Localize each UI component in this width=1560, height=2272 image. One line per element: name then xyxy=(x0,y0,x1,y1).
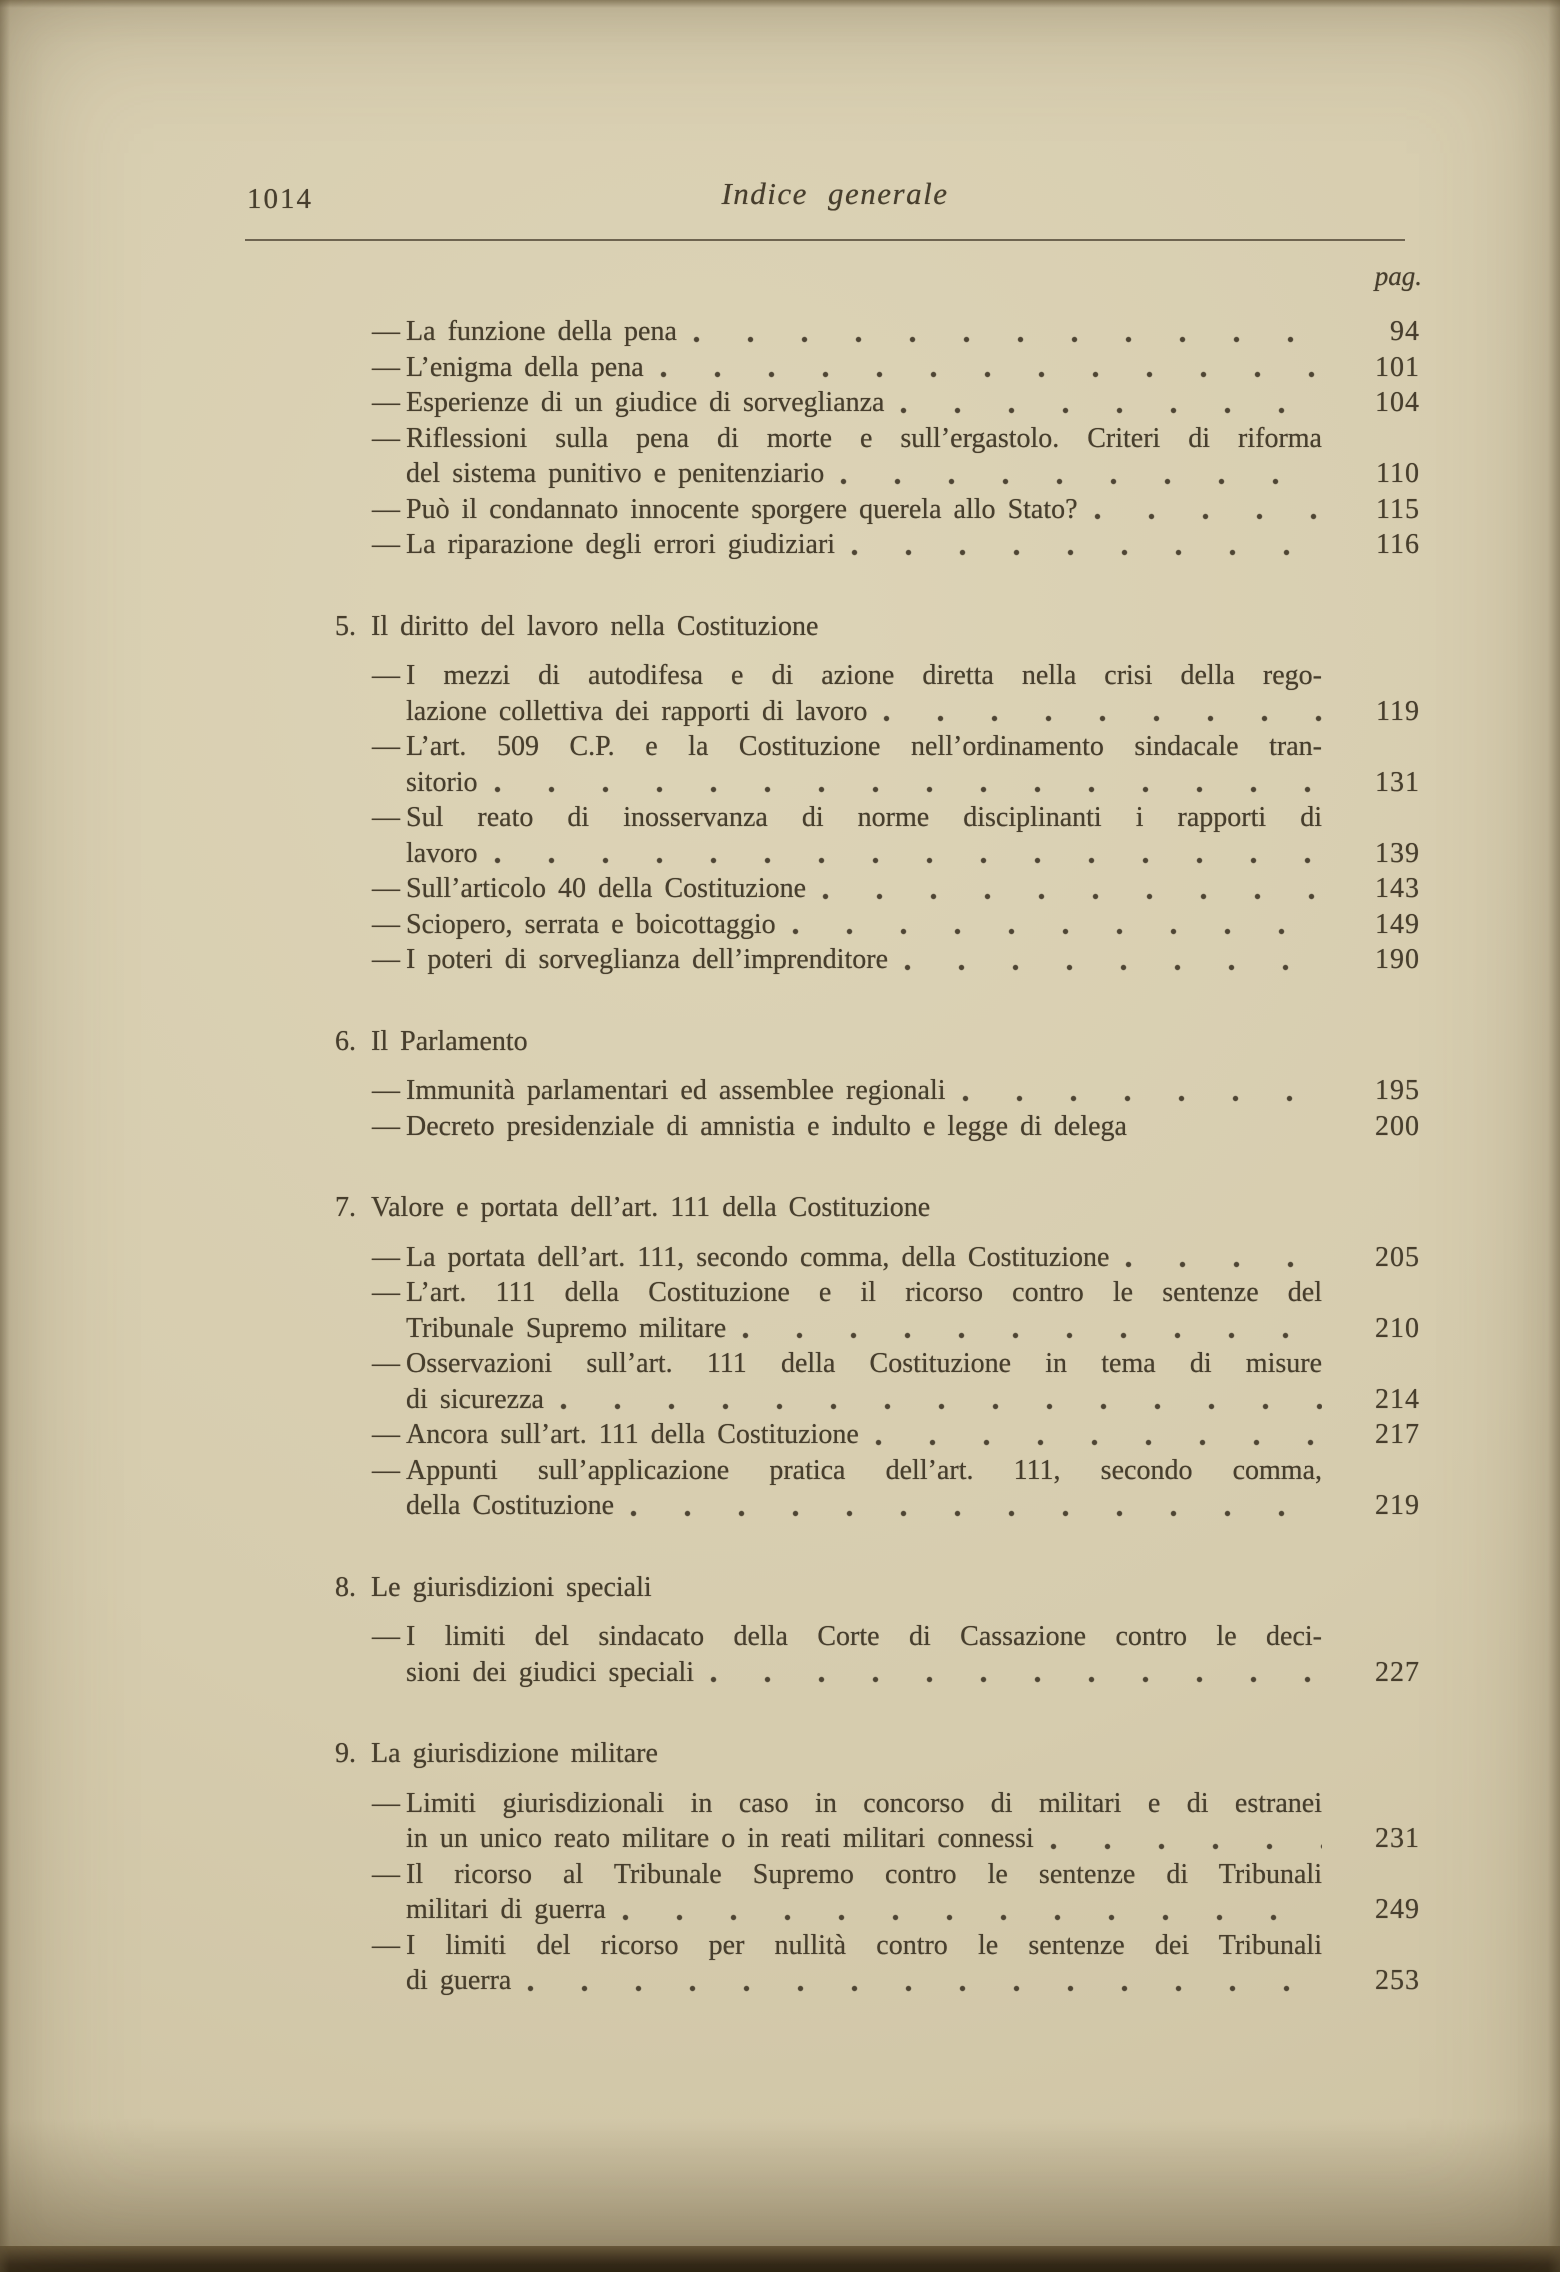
scan-bottom-shadow xyxy=(0,2118,1560,2248)
page-number: 217 xyxy=(1375,1419,1420,1450)
toc-entry xyxy=(250,421,1420,457)
entry-dash: — xyxy=(372,731,400,762)
section-number: 5. xyxy=(335,610,356,642)
entry-text: sioni dei giudici speciali xyxy=(406,1656,695,1688)
entry-text: Può il condannato innocente sporgere querela allo Stato? xyxy=(406,493,1078,525)
entry-text: Appunti sull’applicazione pratica dell’art. 111, secondo comma, xyxy=(406,1454,1322,1486)
dot-leader xyxy=(1050,1843,1322,1850)
dot-leader xyxy=(1094,513,1322,520)
dot-leader xyxy=(630,1510,1322,1517)
dot-leader xyxy=(1125,1261,1322,1268)
toc-entry-continuation xyxy=(250,1382,1420,1418)
entry-dash: — xyxy=(372,1621,400,1652)
toc-entry xyxy=(250,1857,1420,1893)
page-number: 249 xyxy=(1375,1894,1420,1925)
toc-entry-continuation xyxy=(250,1892,1420,1928)
toc-entry xyxy=(250,314,1420,350)
entry-text: della Costituzione xyxy=(406,1490,614,1521)
dot-leader xyxy=(904,964,1322,971)
entry-text: Tribunale Supremo militare xyxy=(406,1312,727,1344)
section-title: La giurisdizione militare xyxy=(371,1738,658,1769)
section-number: 6. xyxy=(335,1025,356,1057)
entry-text: Limiti giurisdizionali in caso in concorso di militari e di estranei xyxy=(406,1787,1322,1819)
section-heading xyxy=(250,609,1420,645)
toc-entry-continuation xyxy=(250,1655,1420,1691)
scan-left-edge xyxy=(0,0,10,2272)
entry-text: lazione collettiva dei rapporti di lavoro xyxy=(406,695,868,727)
entry-dash: — xyxy=(372,493,400,525)
dot-leader xyxy=(883,715,1322,722)
dot-leader xyxy=(494,857,1322,864)
dot-leader xyxy=(742,1332,1322,1339)
dot-leader xyxy=(494,786,1322,793)
toc-entry xyxy=(250,1240,1420,1276)
page-number: 219 xyxy=(1375,1490,1420,1521)
entry-text: lavoro xyxy=(406,837,478,869)
entry-text: in un unico reato militare o in reati militari connessi xyxy=(406,1823,1034,1854)
dot-leader xyxy=(527,1985,1322,1992)
toc-entry-continuation xyxy=(250,1963,1420,1999)
entry-text: Esperienze di un giudice di sorveglianza xyxy=(406,387,885,418)
section-heading xyxy=(250,1736,1420,1772)
entry-text: Decreto presidenziale di amnistia e indulto e legge di delega xyxy=(406,1110,1127,1142)
entry-text: Riflessioni sulla pena di morte e sull’ergastolo. Criteri di riforma xyxy=(406,422,1322,454)
entry-text: I limiti del ricorso per nullità contro le sentenze dei Tribunali xyxy=(406,1929,1322,1961)
toc-entry-continuation xyxy=(250,456,1420,492)
page-number: 214 xyxy=(1375,1383,1420,1415)
index-list xyxy=(250,314,1420,1999)
toc-entry xyxy=(250,907,1420,943)
page-number: 101 xyxy=(1375,351,1420,383)
toc-entry xyxy=(250,527,1420,563)
dot-leader xyxy=(693,336,1322,343)
page-number: 119 xyxy=(1376,695,1420,727)
section-number: 9. xyxy=(335,1738,356,1769)
toc-entry xyxy=(250,1073,1420,1109)
entry-text: di guerra xyxy=(406,1965,512,1996)
entry-text: I mezzi di autodifesa e di azione diretta nella crisi della rego- xyxy=(406,660,1322,691)
section-title: Il diritto del lavoro nella Costituzione xyxy=(371,610,819,642)
toc-entry xyxy=(250,1453,1420,1489)
entry-dash: — xyxy=(372,1419,400,1450)
page-number: 104 xyxy=(1375,387,1420,418)
entry-dash: — xyxy=(372,351,400,383)
dot-leader xyxy=(560,1403,1322,1410)
page-number: 227 xyxy=(1375,1656,1420,1688)
entry-text: La funzione della pena xyxy=(406,316,677,347)
section-number: 7. xyxy=(335,1192,356,1223)
toc-entry xyxy=(250,871,1420,907)
page-number: 195 xyxy=(1375,1075,1420,1106)
dot-leader xyxy=(851,549,1322,556)
entry-text: del sistema punitivo e penitenziario xyxy=(406,458,825,489)
entry-text: di sicurezza xyxy=(406,1383,544,1415)
toc-entry xyxy=(250,385,1420,421)
entry-dash: — xyxy=(372,387,400,418)
entry-text: Osservazioni sull’art. 111 della Costituzione in tema di misure xyxy=(406,1348,1322,1379)
scan-bottom-edge xyxy=(0,2246,1560,2272)
page-number: 200 xyxy=(1375,1110,1420,1142)
entry-dash: — xyxy=(372,873,400,904)
page-number: 110 xyxy=(1376,458,1420,489)
toc-entry-continuation xyxy=(250,1488,1420,1524)
section-title: Il Parlamento xyxy=(371,1025,528,1057)
entry-text: La riparazione degli errori giudiziari xyxy=(406,529,836,560)
entry-dash: — xyxy=(372,1929,400,1961)
entry-text: I limiti del sindacato della Corte di Cassazione contro le deci- xyxy=(406,1621,1322,1652)
section-heading xyxy=(250,1190,1420,1226)
leader-spacer xyxy=(1143,1130,1322,1137)
toc-entry xyxy=(250,1417,1420,1453)
entry-text: L’art. 509 C.P. e la Costituzione nell’ordinamento sindacale tran- xyxy=(406,731,1322,762)
toc-entry-continuation xyxy=(250,836,1420,872)
page-number: 131 xyxy=(1375,766,1420,798)
toc-entry xyxy=(250,729,1420,765)
entry-dash: — xyxy=(372,1075,400,1106)
entry-text: Sull’articolo 40 della Costituzione xyxy=(406,873,807,904)
page-number: 149 xyxy=(1375,908,1420,940)
page-number: 143 xyxy=(1375,873,1420,904)
page-number: 205 xyxy=(1375,1241,1420,1273)
toc-entry xyxy=(250,1275,1420,1311)
dot-leader xyxy=(622,1914,1322,1921)
entry-dash: — xyxy=(372,316,400,347)
entry-text: L’enigma della pena xyxy=(406,351,644,383)
toc-entry xyxy=(250,658,1420,694)
scan-top-edge xyxy=(0,0,1560,8)
toc-entry-continuation xyxy=(250,1311,1420,1347)
page-number: 94 xyxy=(1390,316,1420,347)
entry-text: militari di guerra xyxy=(406,1894,606,1925)
entry-dash: — xyxy=(372,1277,400,1308)
dot-leader xyxy=(962,1095,1322,1102)
header-rule xyxy=(245,239,1405,241)
entry-text: Sciopero, serrata e boicottaggio xyxy=(406,908,776,940)
page-column-label: pag. xyxy=(1374,261,1422,291)
entry-dash: — xyxy=(372,660,400,691)
running-title: Indice generale xyxy=(721,176,949,211)
toc-entry xyxy=(250,942,1420,978)
toc-entry xyxy=(250,1346,1420,1382)
toc-entry-continuation xyxy=(250,1821,1420,1857)
page-number: 139 xyxy=(1375,837,1420,869)
entry-dash: — xyxy=(372,422,400,454)
entry-dash: — xyxy=(372,1110,400,1142)
entry-text: Il ricorso al Tribunale Supremo contro le sentenze di Tribunali xyxy=(406,1858,1322,1890)
entry-text: Sul reato di inosservanza di norme disciplinanti i rapporti di xyxy=(406,802,1322,833)
dot-leader xyxy=(710,1676,1322,1683)
page-number: 210 xyxy=(1375,1312,1420,1344)
entry-text: sitorio xyxy=(406,766,478,798)
section-heading xyxy=(250,1570,1420,1606)
page-number: 190 xyxy=(1375,944,1420,975)
entry-dash: — xyxy=(372,802,400,833)
section-title: Le giurisdizioni speciali xyxy=(371,1571,652,1603)
toc-entry xyxy=(250,492,1420,528)
page-number: 231 xyxy=(1375,1823,1420,1854)
entry-dash: — xyxy=(372,908,400,940)
page-folio: 1014 xyxy=(247,183,313,215)
entry-text: L’art. 111 della Costituzione e il ricorso contro le sentenze del xyxy=(406,1277,1322,1308)
entry-dash: — xyxy=(372,1787,400,1819)
entry-text: Immunità parlamentari ed assemblee regionali xyxy=(406,1075,946,1106)
page-number: 253 xyxy=(1375,1965,1420,1996)
entry-dash: — xyxy=(372,1858,400,1890)
dot-leader xyxy=(660,371,1322,378)
toc-entry-continuation xyxy=(250,694,1420,730)
dot-leader xyxy=(875,1439,1322,1446)
toc-entry xyxy=(250,1928,1420,1964)
page-number: 115 xyxy=(1376,493,1420,525)
toc-entry xyxy=(250,1619,1420,1655)
toc-entry xyxy=(250,1786,1420,1822)
entry-dash: — xyxy=(372,529,400,560)
section-title: Valore e portata dell’art. 111 della Costituzione xyxy=(371,1192,931,1223)
toc-entry xyxy=(250,800,1420,836)
entry-dash: — xyxy=(372,944,400,975)
entry-text: I poteri di sorveglianza dell’imprenditore xyxy=(406,944,888,975)
dot-leader xyxy=(840,478,1322,485)
toc-entry-continuation xyxy=(250,765,1420,801)
dot-leader xyxy=(822,893,1322,900)
entry-text: Ancora sull’art. 111 della Costituzione xyxy=(406,1419,859,1450)
page-number: 116 xyxy=(1376,529,1420,560)
dot-leader xyxy=(900,407,1322,414)
toc-entry xyxy=(250,350,1420,386)
scan-right-edge xyxy=(1548,0,1560,2272)
entry-dash: — xyxy=(372,1348,400,1379)
entry-dash: — xyxy=(372,1241,400,1273)
entry-dash: — xyxy=(372,1454,400,1486)
entry-text: La portata dell’art. 111, secondo comma, della Costituzione xyxy=(406,1241,1110,1273)
section-number: 8. xyxy=(335,1571,356,1603)
dot-leader xyxy=(792,928,1322,935)
toc-entry xyxy=(250,1109,1420,1145)
section-heading xyxy=(250,1024,1420,1060)
